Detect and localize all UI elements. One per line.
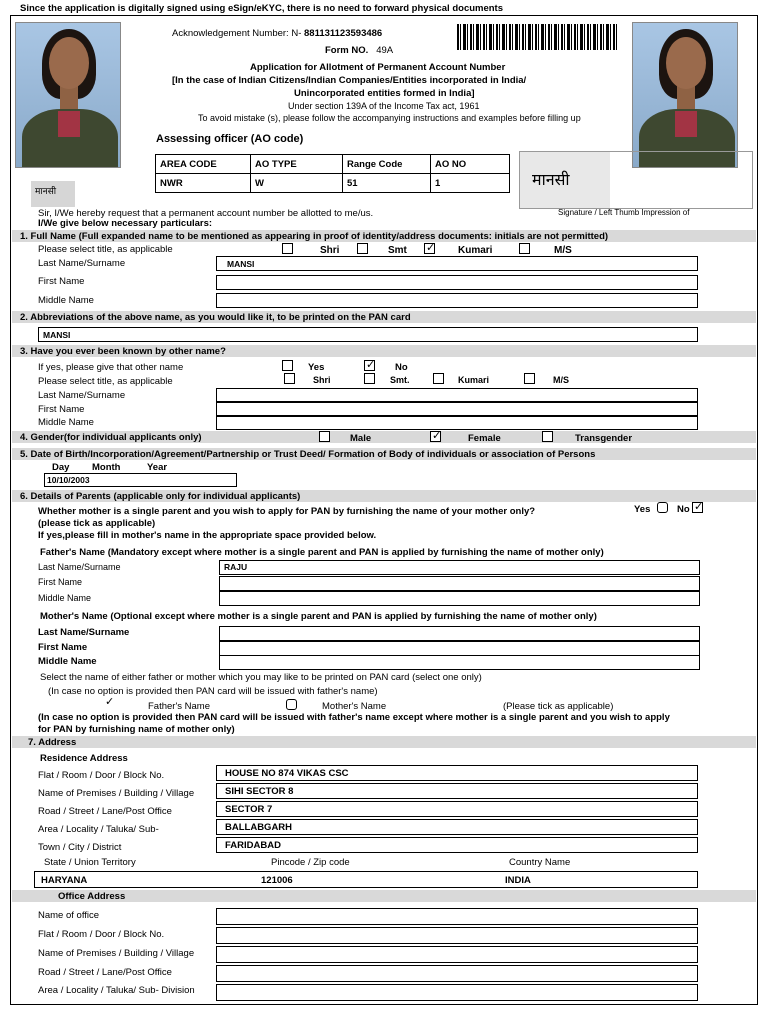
s1-middle-label: Middle Name [38, 295, 94, 306]
s6-q1: Whether mother is a single parent and you wish to apply for PAN by furnishing the name of your mother only? [38, 506, 536, 517]
s1-last-value: MANSI [227, 259, 255, 269]
s7-pin-value: 121006 [261, 875, 293, 886]
s6-yes-label: Yes [634, 504, 651, 515]
s3-middle-field[interactable] [216, 416, 698, 430]
s6-q3: If yes,please fill in mother's name in the appropriate space provided below. [38, 530, 377, 541]
s1-kumari-label: Kumari [458, 245, 493, 256]
s4-transgender-checkbox[interactable] [542, 431, 553, 442]
s7-state-value: HARYANA [41, 875, 88, 886]
s3-no-label: No [395, 362, 408, 373]
s2-abbrev-value: MANSI [43, 330, 71, 340]
form-title: Application for Allotment of Permanent Account Number [250, 62, 506, 73]
s3-ms-checkbox[interactable] [524, 373, 535, 384]
s7-office-premises-field[interactable] [216, 946, 698, 963]
s3-ms-label: M/S [553, 375, 570, 385]
s6-father-middle-field[interactable] [219, 591, 700, 606]
ao-table [155, 154, 510, 193]
ack-line [172, 29, 382, 39]
section-4-header: 4. Gender(for individual applicants only) [12, 431, 756, 443]
s6-father-heading: Father's Name (Mandatory except where mother is a single parent and PAN is applied by furnishing the name of mother only) [40, 547, 604, 558]
s6-mother-first-field[interactable] [219, 641, 700, 656]
s1-shri-label: Shri [320, 245, 340, 256]
s6-note-2a: (In case no option is provided then PAN card will be issued with father's name except where mother is a single parent and you wish to apply [38, 712, 670, 723]
s4-transgender-label: Transgender [575, 433, 633, 444]
s5-day-label: Day [52, 462, 70, 473]
s6-note-2b: for PAN by furnishing name of mother only) [38, 724, 235, 735]
signature-box [519, 151, 753, 209]
s3-smt-label: Smt. [390, 375, 410, 385]
intro-line-2: I/We give below necessary particulars: [38, 218, 213, 229]
s5-dob-value: 10/10/2003 [47, 475, 90, 485]
s7-country-value: INDIA [505, 875, 531, 886]
s6-mother-middle-field[interactable] [219, 655, 700, 670]
s3-first-label: First Name [38, 404, 85, 415]
s7-office-premises-label: Name of Premises / Building / Village [38, 948, 195, 959]
signature-text: मानसी [532, 170, 570, 189]
s3-shri-label: Shri [313, 375, 331, 385]
s6-mother-opt-label: Mother's Name [322, 701, 387, 712]
s1-last-label: Last Name/Surname [38, 258, 126, 269]
s1-kumari-checkbox[interactable] [424, 243, 435, 254]
signature-caption: Signature / Left Thumb Impression of [558, 208, 690, 217]
s6-mother-middle-label: Middle Name [38, 656, 97, 667]
top-notice: Since the application is digitally signed using eSign/eKYC, there is no need to forward physical documents [20, 3, 504, 14]
s1-title-prompt: Please select title, as applicable [38, 244, 173, 255]
s4-female-checkbox[interactable] [430, 431, 441, 442]
s7-office-road-label: Road / Street / Lane/Post Office [38, 967, 172, 978]
s3-prompt: If yes, please give that other name [38, 362, 184, 373]
s7-road-value: SECTOR 7 [225, 804, 273, 815]
s7-office-area-field[interactable] [216, 984, 698, 1001]
s1-first-field[interactable] [216, 275, 698, 290]
s1-smt-label: Smt [388, 245, 407, 256]
s1-last-field[interactable] [216, 256, 698, 271]
s6-yes-checkbox[interactable] [657, 502, 668, 513]
section-2-header: 2. Abbreviations of the above name, as you would like it, to be printed on the PAN card [12, 311, 756, 323]
s5-month-label: Month [92, 462, 121, 473]
barcode [457, 24, 619, 50]
s1-smt-checkbox[interactable] [357, 243, 368, 254]
s6-mother-last-label: Last Name/Surname [38, 627, 130, 638]
s7-state-label: State / Union Territory [44, 857, 136, 868]
s6-no-label: No [677, 504, 690, 515]
s6-father-first-field[interactable] [219, 576, 700, 591]
s3-middle-label: Middle Name [38, 417, 94, 428]
s4-male-checkbox[interactable] [319, 431, 330, 442]
s7-pin-label: Pincode / Zip code [271, 857, 350, 868]
s3-no-checkbox[interactable] [364, 360, 375, 371]
section-7-header: 7. Address [12, 736, 756, 748]
section-6-header: 6. Details of Parents (applicable only for individual applicants) [12, 490, 756, 502]
applicant-photo-left [15, 22, 121, 168]
s6-mother-opt-checkbox[interactable] [286, 699, 297, 710]
s7-premises-value: SIHI SECTOR 8 [225, 786, 294, 797]
s6-note-1: (In case no option is provided then PAN card will be issued with father's name) [48, 686, 378, 697]
s7-office-area-label: Area / Locality / Taluka/ Sub- Division [38, 985, 195, 996]
section-3-header: 3. Have you ever been known by other name? [12, 345, 756, 357]
ack-number: 881131123593486 [304, 28, 383, 39]
s7-area-label: Area / Locality / Taluka/ Sub- [38, 824, 159, 835]
s7-road-field[interactable] [216, 801, 698, 817]
form-no-label: Form NO. [325, 45, 369, 56]
signature-small-text: मानसी [35, 187, 57, 197]
s7-state-pin-country-field[interactable] [34, 871, 698, 888]
ao-heading: Assessing officer (AO code) [156, 133, 304, 145]
s6-mother-last-field[interactable] [219, 626, 700, 641]
s7-residence-heading: Residence Address [40, 753, 128, 764]
ao-value-type: W [251, 174, 343, 193]
ao-header-no: AO NO [431, 155, 510, 174]
s7-area-field[interactable] [216, 819, 698, 835]
s6-no-checkbox[interactable] [692, 502, 703, 513]
ao-header-range: Range Code [343, 155, 431, 174]
s6-father-last-label: Last Name/Surname [38, 562, 121, 572]
s7-road-label: Road / Street / Lane/Post Office [38, 806, 172, 817]
s7-area-value: BALLABGARH [225, 822, 293, 833]
s5-dob-field[interactable] [44, 473, 237, 487]
s3-title-prompt: Please select title, as applicable [38, 376, 173, 387]
section-5-header: 5. Date of Birth/Incorporation/Agreement/Partnership or Trust Deed/ Formation of Body of individuals or association of Persons [12, 448, 756, 460]
s6-select-line: Select the name of either father or mother which you may like to be printed on PAN card (select one only) [40, 672, 482, 683]
s6-father-opt-checkbox[interactable] [104, 698, 115, 709]
s5-year-label: Year [147, 462, 168, 473]
s7-office-name-label: Name of office [38, 910, 100, 921]
ack-label: Acknowledgement Number: N- [172, 28, 302, 39]
form-no-line [325, 46, 393, 56]
s7-country-label: Country Name [509, 857, 571, 868]
s6-father-last-value: RAJU [224, 562, 248, 572]
s7-town-field[interactable] [216, 837, 698, 853]
s3-smt-checkbox[interactable] [364, 373, 375, 384]
s7-town-value: FARIDABAD [225, 840, 281, 851]
s1-shri-checkbox[interactable] [282, 243, 293, 254]
form-subtitle-1: [In the case of Indian Citizens/Indian Companies/Entities incorporated in India/ [172, 75, 527, 86]
section-1-header: 1. Full Name (Full expanded name to be mentioned as appearing in proof of identity/address documents: initials are not permitted) [12, 230, 756, 242]
form-subtitle-2: Unincorporated entities formed in India] [294, 88, 475, 99]
s7-flat-value: HOUSE NO 874 VIKAS CSC [225, 768, 349, 779]
s6-mother-heading: Mother's Name (Optional except where mother is a single parent and PAN is applied by furnishing the name of mother only) [40, 611, 597, 622]
s6-father-last-field[interactable] [219, 560, 700, 575]
s6-father-middle-label: Middle Name [38, 593, 92, 603]
s7-office-road-field[interactable] [216, 965, 698, 982]
s1-first-label: First Name [38, 276, 85, 287]
s3-shri-checkbox[interactable] [284, 373, 295, 384]
s3-kumari-label: Kumari [458, 375, 490, 385]
ao-value-no: 1 [431, 174, 510, 193]
ao-value-range: 51 [343, 174, 431, 193]
instructions-line: To avoid mistake (s), please follow the accompanying instructions and examples before filling up [198, 113, 581, 123]
s7-office-flat-label: Flat / Room / Door / Block No. [38, 929, 165, 940]
s1-ms-checkbox[interactable] [519, 243, 530, 254]
s7-premises-label: Name of Premises / Building / Village [38, 788, 195, 799]
s7-office-flat-field[interactable] [216, 927, 698, 944]
s1-ms-label: M/S [554, 245, 572, 256]
s3-yes-checkbox[interactable] [282, 360, 293, 371]
s7-town-label: Town / City / District [38, 842, 122, 853]
s7-office-name-field[interactable] [216, 908, 698, 925]
s3-last-field[interactable] [216, 388, 698, 402]
signature-small [31, 181, 75, 207]
s6-father-first-label: First Name [38, 577, 83, 587]
ao-header-type: AO TYPE [251, 155, 343, 174]
office-address-header: Office Address [12, 890, 756, 902]
form-no: 49A [376, 45, 394, 56]
s6-father-opt-label: Father's Name [148, 701, 211, 712]
s4-male-label: Male [350, 433, 372, 444]
s7-flat-label: Flat / Room / Door / Block No. [38, 770, 165, 781]
s3-yes-label: Yes [308, 362, 325, 373]
s7-flat-field[interactable] [216, 765, 698, 781]
s6-tick-note: (Please tick as applicable) [503, 701, 614, 712]
ao-value-area: NWR [156, 174, 251, 193]
applicant-photo-right [632, 22, 738, 168]
s3-kumari-checkbox[interactable] [433, 373, 444, 384]
s2-abbrev-field[interactable] [38, 327, 698, 342]
s1-middle-field[interactable] [216, 293, 698, 308]
s3-first-field[interactable] [216, 402, 698, 416]
intro-line-1: Sir, I/We hereby request that a permanent account number be allotted to me/us. [38, 208, 374, 219]
s3-last-label: Last Name/Surname [38, 390, 126, 401]
s7-premises-field[interactable] [216, 783, 698, 799]
s6-q2: (please tick as applicable) [38, 518, 156, 529]
s6-mother-first-label: First Name [38, 642, 88, 653]
ao-header-area: AREA CODE [156, 155, 251, 174]
s4-female-label: Female [468, 433, 501, 444]
section-line: Under section 139A of the Income Tax act, 1961 [288, 101, 480, 111]
